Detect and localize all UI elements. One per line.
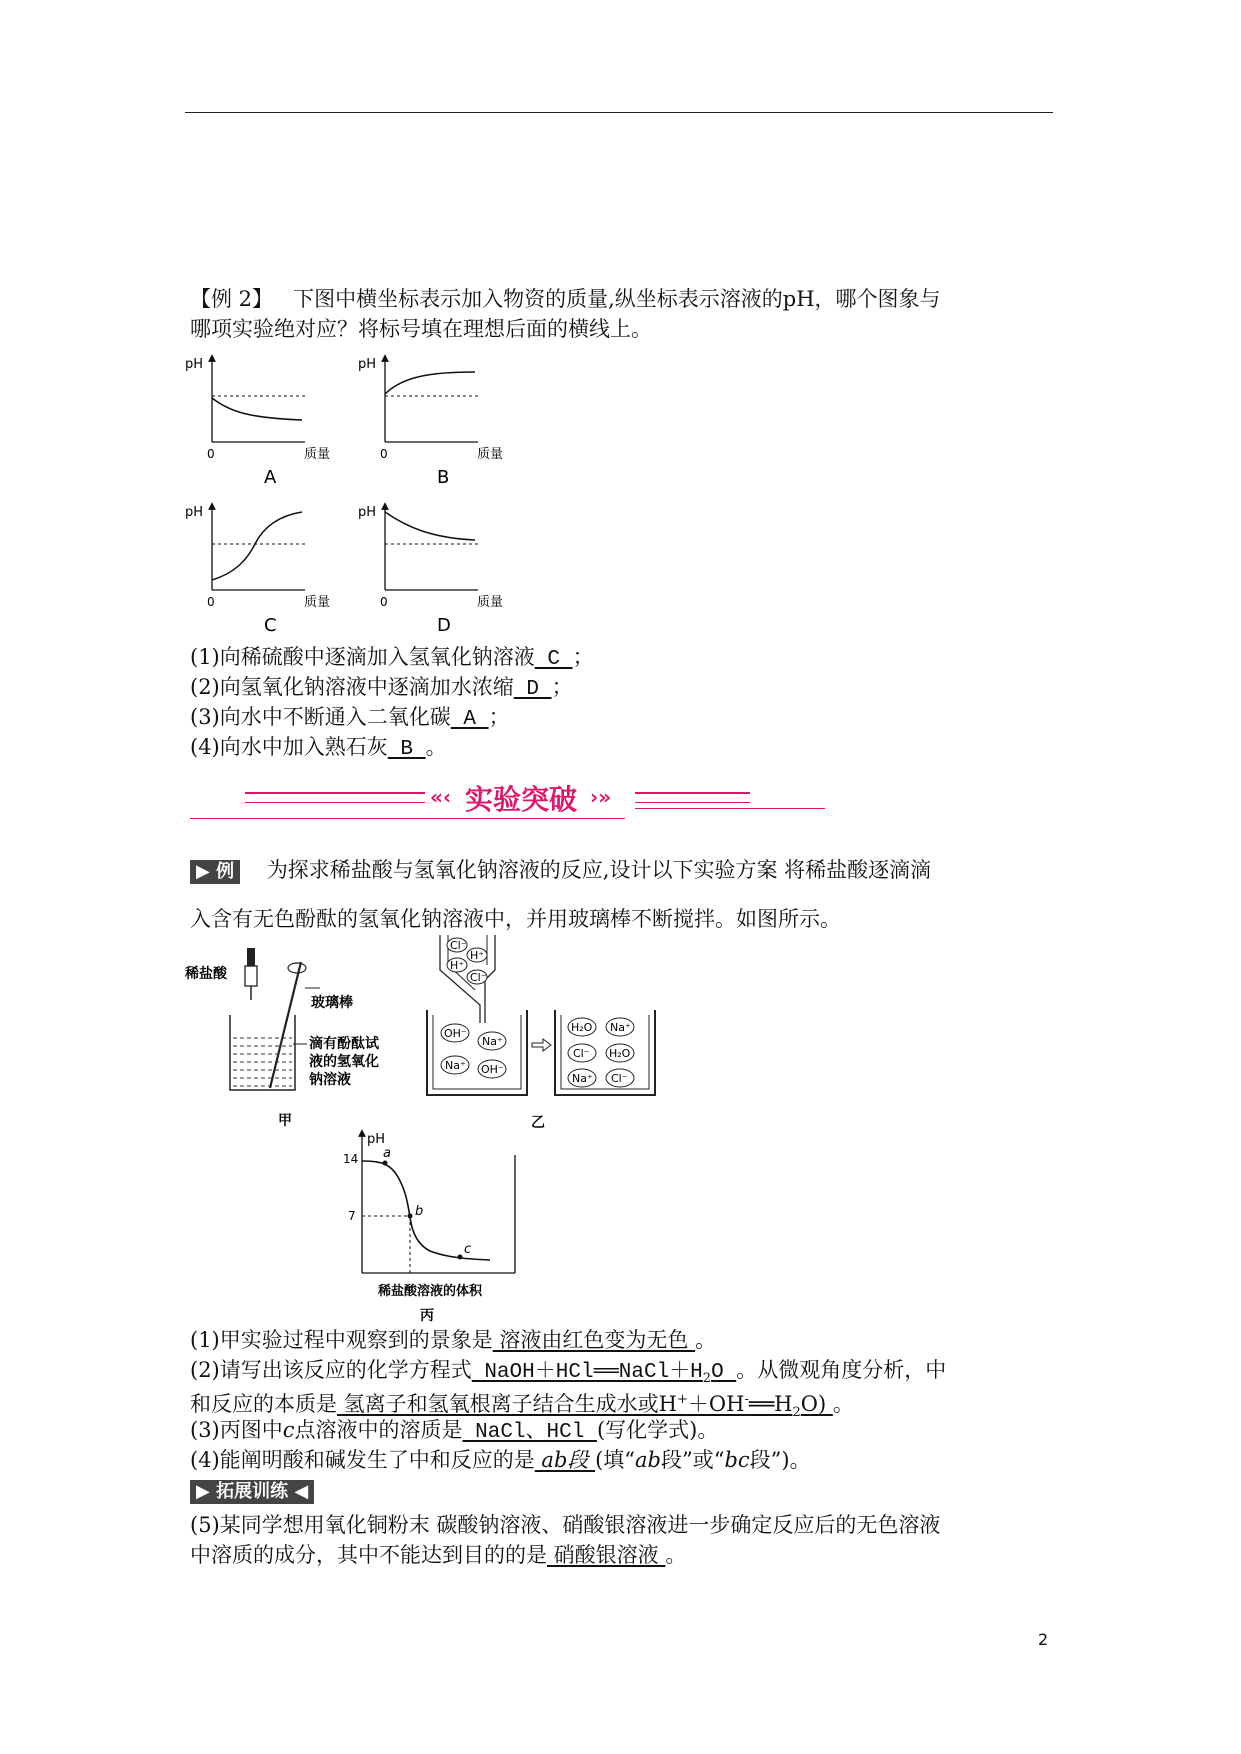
graph-c <box>185 505 330 636</box>
jia-solution-label-3: 钠溶液 <box>309 1072 351 1088</box>
question-2-suffix: ； <box>551 675 573 699</box>
answer-2b-sub: 2 <box>792 1405 801 1421</box>
graph-d-y-label: pH <box>358 505 377 520</box>
question-4-suffix: 。 <box>425 735 447 759</box>
answer-1-value: 溶液由红色变为无色 <box>492 1328 696 1352</box>
graph-b-origin: 0 <box>380 447 388 461</box>
yi-funnel-ion-2: H⁺ <box>470 949 485 962</box>
graph-a-y-label: pH <box>185 357 204 372</box>
question-3-suffix: ； <box>488 705 510 729</box>
yi-left-ion-3: Na⁺ <box>445 1059 466 1072</box>
answer-2-text: (2)请写出该反应的化学方程式 <box>190 1358 472 1382</box>
example2-label: 【例 2】 <box>190 287 274 311</box>
graph-c-curve <box>212 512 302 580</box>
answer-4-bc: bc <box>724 1448 750 1472</box>
question-2-text: (2)向氢氧化钠溶液中逐滴加水浓缩 <box>190 675 514 699</box>
graph-d <box>358 505 503 636</box>
yi-funnel-ion-3: H⁺ <box>450 959 465 972</box>
answer-2-equation-end: O <box>711 1361 737 1384</box>
answer-1-suffix: 。 <box>695 1328 717 1352</box>
extension-tag-label: 拓展训练 <box>216 1481 289 1502</box>
yi-right-ion-4: H₂O <box>609 1047 631 1060</box>
graph-d-curve <box>385 512 475 540</box>
graph-c-x-label: 质量 <box>304 595 331 610</box>
graph-a-caption: A <box>264 467 277 488</box>
question-3-answer: A <box>450 708 489 731</box>
banner-rule-left-bottom <box>245 802 425 803</box>
bing-tick-14: 14 <box>343 1152 359 1166</box>
graph-d-caption: D <box>437 615 451 636</box>
bing-point-a: a <box>383 1146 391 1161</box>
ph-graphs <box>185 350 525 640</box>
yi-right-ion-2: Na⁺ <box>610 1021 631 1034</box>
answer-2-suffix: 。从微观角度分析，中 <box>736 1358 947 1382</box>
question-4-text: (4)向水中加入熟石灰 <box>190 735 388 759</box>
page-number: 2 <box>1038 1630 1049 1649</box>
banner-rule-right-mid <box>635 802 750 803</box>
answer-2b-end: O) <box>800 1392 833 1416</box>
bing-tick-7: 7 <box>348 1209 356 1223</box>
answer-3 <box>190 1415 718 1448</box>
bing-point-c: c <box>464 1242 472 1257</box>
experiment-intro-1: 为探求稀盐酸与氢氧化钠溶液的反应,设计以下实验方案 将稀盐酸逐滴滴 <box>266 858 932 882</box>
yi-left-ion-4: OH⁻ <box>481 1063 504 1076</box>
answer-2b-mid: ＋OH <box>687 1392 745 1416</box>
banner-rule-left-top <box>245 792 425 794</box>
extension-text-1: (5)某同学想用氧化铜粉末 碳酸钠溶液、硝酸银溶液进一步确定反应后的无色溶液 <box>190 1513 941 1537</box>
answer-4-ab: ab <box>635 1448 661 1472</box>
figure-yi <box>415 935 660 1135</box>
example2-line1 <box>190 284 941 314</box>
yi-caption: 乙 <box>531 1115 545 1131</box>
example2-intro-2: 哪项实验绝对应？将标号填在理想后面的横线上。 <box>190 317 652 341</box>
answer-4 <box>190 1445 811 1475</box>
jia-acid-label: 稀盐酸 <box>185 966 227 982</box>
graph-a-x-label: 质量 <box>304 447 331 462</box>
banner-title: 实验突破 <box>465 783 578 816</box>
answer-4-suffix-2: 段”或“ <box>660 1448 725 1472</box>
question-4-answer: B <box>387 738 426 761</box>
question-1 <box>190 642 594 675</box>
yi-right-ion-3: Cl⁻ <box>573 1047 590 1060</box>
graph-b-caption: B <box>437 467 450 488</box>
jia-rod-label: 玻璃棒 <box>311 995 353 1011</box>
banner-left-arrows: «‹ <box>430 785 452 809</box>
question-1-answer: C <box>534 648 573 671</box>
extension-line2 <box>190 1540 686 1570</box>
question-3-text: (3)向水中不断通入二氧化碳 <box>190 705 451 729</box>
graph-a <box>185 357 330 488</box>
answer-2b-eq: ══H <box>748 1392 793 1416</box>
answer-2b-text: 和反应的本质是 <box>190 1392 337 1416</box>
extension-tag-row <box>190 1480 314 1504</box>
question-2 <box>190 672 573 705</box>
yi-left-ion-1: OH⁻ <box>444 1027 467 1040</box>
banner-rule-left-base <box>190 818 625 819</box>
extension-answer: 硝酸银溶液 <box>547 1543 666 1567</box>
banner-right-arrows: ›» <box>590 785 612 809</box>
jia-solution-label-2: 液的氢氧化 <box>309 1054 379 1070</box>
answer-3-suffix: (写化学式)。 <box>596 1418 719 1442</box>
answer-2b-sup-plus: + <box>677 1392 688 1407</box>
answer-1 <box>190 1325 716 1355</box>
answer-2b-sup-minus: - <box>744 1392 749 1407</box>
answer-4-text: (4)能阐明酸和碱发生了中和反应的是 <box>190 1448 535 1472</box>
answer-3-text: (3)丙图中 <box>190 1418 283 1442</box>
question-3 <box>190 702 510 735</box>
experiment-tag-label: 例 <box>216 861 235 882</box>
bing-y-label: pH <box>367 1132 386 1147</box>
yi-funnel-ion-4: Cl⁻ <box>470 971 487 984</box>
experiment-line1 <box>190 855 931 885</box>
bing-point-b: b <box>415 1204 424 1219</box>
graph-b-x-label: 质量 <box>477 447 504 462</box>
answer-4-value: ab段 <box>534 1448 596 1472</box>
question-2-answer: D <box>513 678 552 701</box>
extension-tag: ▶ 拓展训练 ◀ <box>190 1480 314 1504</box>
experiment-line2 <box>190 904 841 934</box>
graph-b-y-label: pH <box>358 357 377 372</box>
experiment-tag: ▶ 例 <box>190 860 240 884</box>
question-1-suffix: ； <box>572 645 594 669</box>
graph-d-x-label: 质量 <box>477 595 504 610</box>
yi-right-ion-6: Cl⁻ <box>611 1072 628 1085</box>
graph-b <box>358 357 503 488</box>
answer-2-subscript: 2 <box>702 1371 712 1387</box>
graph-c-origin: 0 <box>207 595 215 609</box>
graph-a-curve <box>212 398 302 420</box>
answer-1-text: (1)甲实验过程中观察到的景象是 <box>190 1328 493 1352</box>
figure-bing <box>340 1125 540 1325</box>
bing-caption: 丙 <box>420 1308 434 1324</box>
example2-line2 <box>190 314 652 344</box>
graph-a-origin: 0 <box>207 447 215 461</box>
question-1-text: (1)向稀硫酸中逐滴加入氢氧化钠溶液 <box>190 645 535 669</box>
question-4 <box>190 732 447 765</box>
jia-caption: 甲 <box>278 1113 292 1129</box>
yi-right-ion-5: Na⁺ <box>572 1072 593 1085</box>
answer-2b-suffix: 。 <box>832 1392 854 1416</box>
jia-solution-label-1: 滴有酚酞试 <box>309 1036 379 1052</box>
graph-d-origin: 0 <box>380 595 388 609</box>
answer-4-suffix-3: 段”)。 <box>749 1448 811 1472</box>
answer-2b-value: 氢离子和氢氧根离子结合生成水或H <box>337 1392 677 1416</box>
answer-3-c: c <box>282 1418 295 1442</box>
extension-text-2: 中溶质的成分，其中不能达到目的的是 <box>190 1543 547 1567</box>
yi-right-ion-1: H₂O <box>571 1021 593 1034</box>
extension-suffix: 。 <box>665 1543 687 1567</box>
answer-3-mid: 点溶液中的溶质是 <box>294 1418 463 1442</box>
experiment-intro-2: 入含有无色酚酞的氢氧化钠溶液中，并用玻璃棒不断搅拌。如图所示。 <box>190 907 841 931</box>
figure-jia <box>185 940 415 1130</box>
graph-c-y-label: pH <box>185 505 204 520</box>
bing-x-label: 稀盐酸溶液的体积 <box>378 1284 483 1299</box>
yi-funnel-ion-1: Cl⁻ <box>450 939 467 952</box>
graph-c-caption: C <box>264 615 277 636</box>
answer-3-value: NaCl、HCl <box>462 1421 597 1444</box>
section-banner <box>190 780 830 830</box>
answer-4-suffix-1: (填“ <box>595 1448 636 1472</box>
extension-line1 <box>190 1510 940 1540</box>
yi-left-ion-2: Na⁺ <box>482 1035 503 1048</box>
graph-b-curve <box>385 372 475 394</box>
banner-rule-right-base <box>635 808 825 809</box>
answer-2-equation: NaOH＋HCl══NaCl＋H <box>471 1361 703 1384</box>
header-rule <box>185 112 1053 113</box>
banner-rule-right-top <box>635 792 750 794</box>
example2-intro-1: 下图中横坐标表示加入物资的质量,纵坐标表示溶液的pH，哪个图象与 <box>293 287 941 311</box>
